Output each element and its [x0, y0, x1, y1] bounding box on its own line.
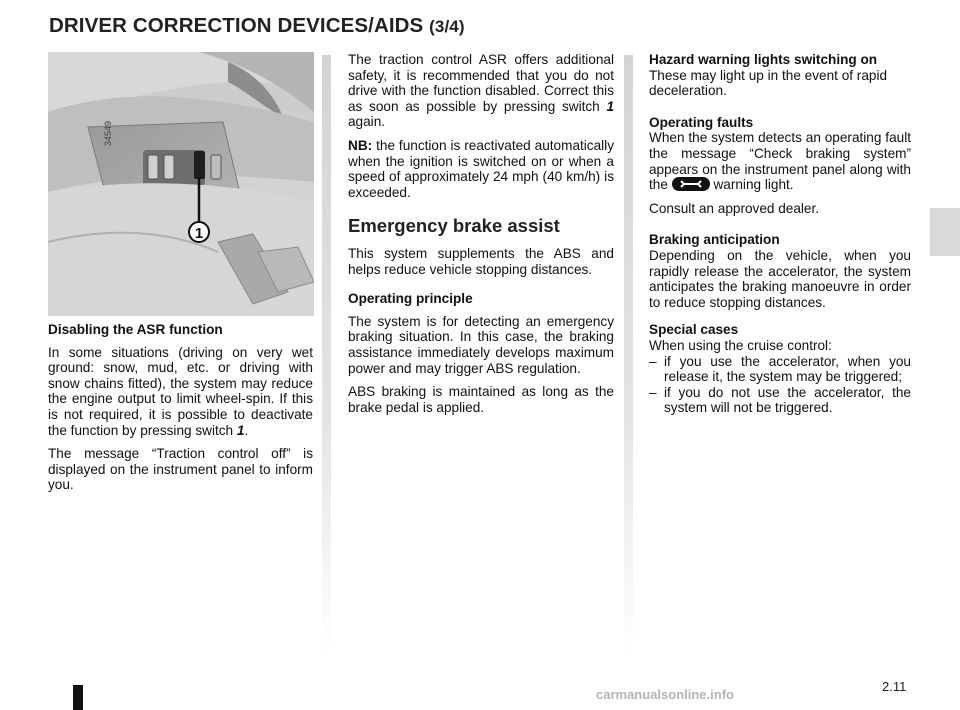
paragraph	[348, 52, 614, 130]
paragraph	[48, 345, 313, 439]
text: The traction control ASR offers additional safety, it is recommended that you do not drive with the function disabled. Correct this as soon as possible by pressing switch	[348, 52, 614, 114]
text: When the system detects an operating fault the message “Check braking system” appears on the instrument panel along with the	[649, 130, 911, 193]
title-main: DRIVER CORRECTION DEVICES/AIDS	[49, 14, 424, 37]
column-right	[649, 52, 911, 416]
paragraph: ABS braking is maintained as long as the brake pedal is applied.	[348, 384, 614, 415]
paragraph: When using the cruise control:	[649, 337, 832, 353]
page-number: 2.11	[882, 679, 907, 694]
section-heading: Special cases	[649, 322, 739, 338]
column-left	[48, 322, 313, 501]
section-heading: Operating principle	[348, 291, 473, 307]
wrench-warning-icon	[672, 177, 710, 191]
text: if you use the accelerator, when you release it, the system may be triggered;	[664, 353, 911, 385]
title-part: (3/4)	[429, 17, 465, 36]
switch-ref: 1	[606, 98, 614, 114]
list-item	[649, 354, 911, 385]
dash: –	[649, 384, 657, 400]
figure-reference: 34549	[103, 120, 113, 146]
paragraph: The system is for detecting an emergency braking situation. In this case, the braking assistance immediately develops maximum power and may trigger ABS regulation.	[348, 313, 614, 376]
text: .	[244, 422, 249, 438]
chapter-tab	[930, 208, 960, 256]
column-divider	[624, 55, 633, 655]
text: if you do not use the accelerator, the system will not be triggered.	[664, 384, 911, 416]
column-middle	[348, 52, 614, 423]
text: warning light.	[709, 177, 794, 193]
nb-label: NB:	[348, 137, 373, 153]
paragraph: This system supplements the ABS and helps reduce vehicle stopping distances.	[348, 245, 614, 277]
callout-label: 1	[194, 225, 204, 242]
paragraph: Depending on the vehicle, when you rapidly release the accelerator, the system anticipates the braking manoeuvre in order to reduce stopping distances.	[649, 247, 911, 310]
paragraph: These may light up in the event of rapid deceleration.	[649, 67, 888, 99]
page-title	[49, 14, 465, 38]
switch-ref: 1	[236, 422, 245, 438]
paragraph: The message “Traction control off” is displayed on the instrument panel to inform you.	[48, 446, 313, 493]
paragraph	[649, 130, 911, 192]
column-divider	[322, 55, 331, 655]
paragraph: Consult an approved dealer.	[649, 200, 820, 216]
dashboard-illustration	[48, 52, 314, 316]
watermark: carmanualsonline.info	[596, 687, 734, 702]
text: again.	[348, 114, 386, 130]
section-title: Emergency brake assist	[348, 215, 560, 237]
section-heading: Operating faults	[649, 114, 754, 130]
dash: –	[649, 353, 657, 369]
text: the function is reactivated automatically when the ignition is switched on or when a speed of approximately 24 mph (40 km/h) is exceeded.	[348, 137, 614, 200]
section-heading: Hazard warning lights switching on	[649, 52, 878, 67]
paragraph	[348, 138, 614, 200]
dashboard-drawing	[48, 52, 314, 316]
list-item	[649, 385, 911, 416]
corner-mark	[73, 685, 83, 710]
section-heading: Disabling the ASR function	[48, 322, 223, 337]
bullet-list	[649, 354, 911, 416]
text: In some situations (driving on very wet ground: snow, mud, etc. or driving with snow chains fitted), the system may reduce the engine output to limit wheel-spin. If this is not required, it is possible to deactivate the function by pressing switch	[48, 344, 313, 438]
section-heading: Braking anticipation	[649, 232, 780, 248]
